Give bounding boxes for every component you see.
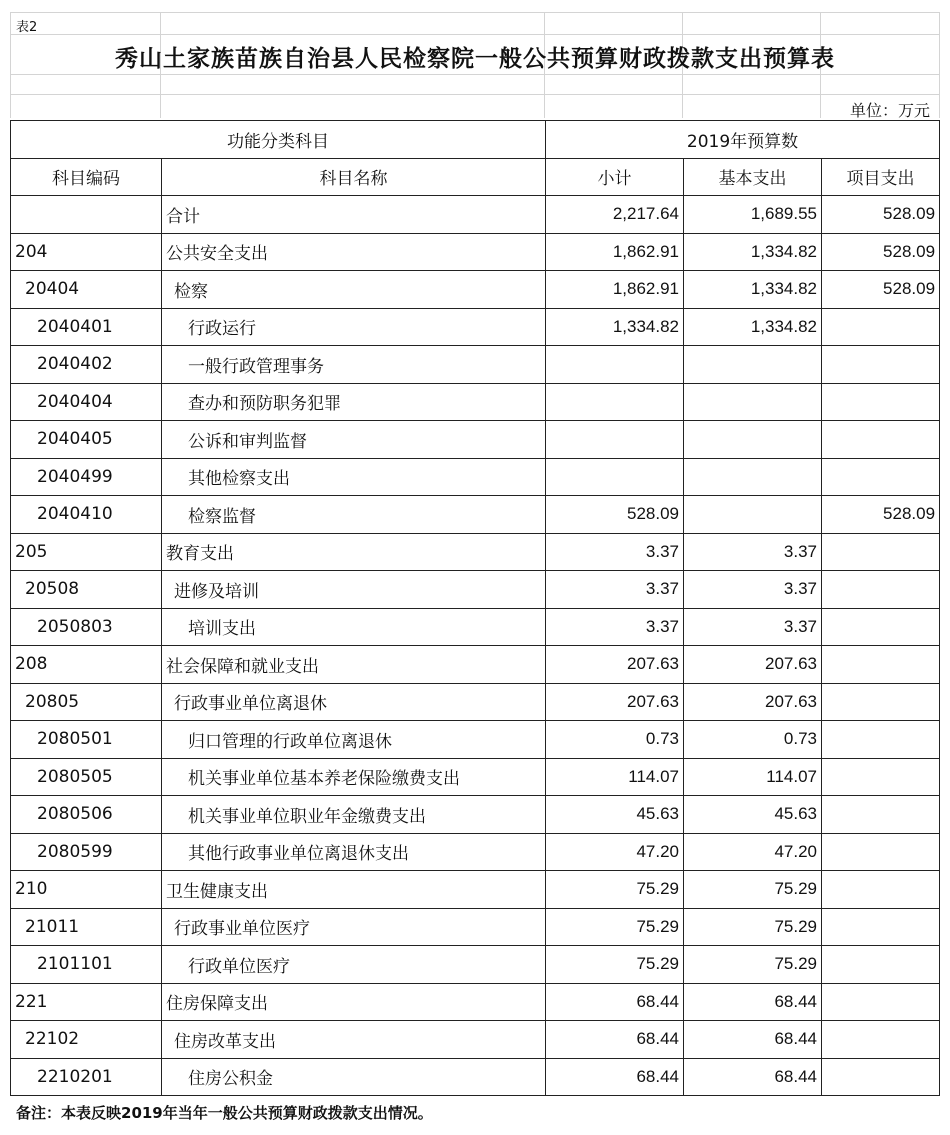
cell-basic: 1,334.82 <box>684 308 822 346</box>
cell-project <box>822 346 940 384</box>
header-project: 项目支出 <box>822 158 940 196</box>
cell-basic <box>684 346 822 384</box>
table-row <box>11 983 940 1021</box>
cell-basic: 114.07 <box>684 758 822 796</box>
cell-subtotal: 114.07 <box>546 758 684 796</box>
cell-name: 行政事业单位医疗 <box>162 908 546 946</box>
cell-project <box>822 533 940 571</box>
cell-code: 22102 <box>11 1021 162 1059</box>
cell-project <box>822 421 940 459</box>
cell-project <box>822 683 940 721</box>
cell-project: 528.09 <box>822 271 940 309</box>
cell-name: 培训支出 <box>162 608 546 646</box>
cell-basic: 1,689.55 <box>684 196 822 234</box>
cell-name: 卫生健康支出 <box>162 871 546 909</box>
table-row <box>11 496 940 534</box>
table-row <box>11 608 940 646</box>
table-row <box>11 308 940 346</box>
cell-name: 检察监督 <box>162 496 546 534</box>
cell-code: 2040410 <box>11 496 162 534</box>
cell-subtotal: 1,862.91 <box>546 233 684 271</box>
cell-basic <box>684 458 822 496</box>
cell-name: 公诉和审判监督 <box>162 421 546 459</box>
cell-name: 住房公积金 <box>162 1058 546 1096</box>
cell-code: 2040401 <box>11 308 162 346</box>
table-row <box>11 908 940 946</box>
cell-code: 20404 <box>11 271 162 309</box>
cell-basic <box>684 421 822 459</box>
cell-code <box>11 196 162 234</box>
cell-project: 528.09 <box>822 496 940 534</box>
cell-basic <box>684 383 822 421</box>
cell-code: 2080599 <box>11 833 162 871</box>
cell-project <box>822 646 940 684</box>
cell-project <box>822 983 940 1021</box>
cell-name: 行政事业单位离退休 <box>162 683 546 721</box>
cell-name: 行政运行 <box>162 308 546 346</box>
cell-subtotal: 1,334.82 <box>546 308 684 346</box>
cell-basic <box>684 496 822 534</box>
table-row <box>11 383 940 421</box>
cell-subtotal: 3.37 <box>546 608 684 646</box>
cell-name: 其他检察支出 <box>162 458 546 496</box>
table-row <box>11 646 940 684</box>
cell-code: 2210201 <box>11 1058 162 1096</box>
page-title: 秀山土家族苗族自治县人民检察院一般公共预算财政拨款支出预算表 <box>115 46 835 72</box>
cell-project <box>822 721 940 759</box>
cell-subtotal: 0.73 <box>546 721 684 759</box>
cell-code: 2080505 <box>11 758 162 796</box>
table-row <box>11 721 940 759</box>
cell-code: 2040499 <box>11 458 162 496</box>
cell-name: 一般行政管理事务 <box>162 346 546 384</box>
cell-code: 20805 <box>11 683 162 721</box>
table-row <box>11 571 940 609</box>
cell-name: 行政单位医疗 <box>162 946 546 984</box>
cell-subtotal: 68.44 <box>546 1058 684 1096</box>
cell-subtotal: 47.20 <box>546 833 684 871</box>
table-row <box>11 833 940 871</box>
cell-code: 221 <box>11 983 162 1021</box>
table-row <box>11 683 940 721</box>
cell-project <box>822 1021 940 1059</box>
cell-subtotal <box>546 346 684 384</box>
table-row <box>11 233 940 271</box>
cell-code: 2040402 <box>11 346 162 384</box>
cell-name: 检察 <box>162 271 546 309</box>
cell-basic: 207.63 <box>684 683 822 721</box>
cell-project <box>822 908 940 946</box>
cell-basic: 75.29 <box>684 908 822 946</box>
cell-project <box>822 796 940 834</box>
cell-name: 机关事业单位基本养老保险缴费支出 <box>162 758 546 796</box>
cell-code: 2040404 <box>11 383 162 421</box>
cell-project <box>822 458 940 496</box>
cell-basic: 1,334.82 <box>684 271 822 309</box>
table-row <box>11 533 940 571</box>
header-subtotal: 小计 <box>546 158 684 196</box>
table-row <box>11 458 940 496</box>
header-budget-year: 2019年预算数 <box>546 121 940 159</box>
cell-project <box>822 571 940 609</box>
cell-code: 20508 <box>11 571 162 609</box>
cell-name: 住房改革支出 <box>162 1021 546 1059</box>
cell-project <box>822 308 940 346</box>
cell-project <box>822 946 940 984</box>
cell-basic: 68.44 <box>684 1021 822 1059</box>
cell-subtotal: 3.37 <box>546 571 684 609</box>
header-code: 科目编码 <box>11 158 162 196</box>
cell-subtotal: 75.29 <box>546 946 684 984</box>
cell-subtotal: 75.29 <box>546 908 684 946</box>
cell-basic: 45.63 <box>684 796 822 834</box>
cell-basic: 1,334.82 <box>684 233 822 271</box>
cell-project: 528.09 <box>822 233 940 271</box>
cell-basic: 3.37 <box>684 571 822 609</box>
cell-basic: 3.37 <box>684 608 822 646</box>
cell-project <box>822 608 940 646</box>
cell-basic: 0.73 <box>684 721 822 759</box>
header-row-columns <box>11 158 940 196</box>
cell-project <box>822 833 940 871</box>
cell-subtotal <box>546 421 684 459</box>
cell-project <box>822 758 940 796</box>
table-row <box>11 1058 940 1096</box>
cell-subtotal: 68.44 <box>546 1021 684 1059</box>
cell-subtotal: 1,862.91 <box>546 271 684 309</box>
cell-basic: 68.44 <box>684 983 822 1021</box>
cell-project <box>822 1058 940 1096</box>
cell-basic: 75.29 <box>684 946 822 984</box>
cell-name: 社会保障和就业支出 <box>162 646 546 684</box>
cell-name: 教育支出 <box>162 533 546 571</box>
cell-code: 204 <box>11 233 162 271</box>
cell-code: 2050803 <box>11 608 162 646</box>
table-row <box>11 1021 940 1059</box>
cell-basic: 47.20 <box>684 833 822 871</box>
cell-subtotal: 207.63 <box>546 683 684 721</box>
cell-subtotal: 68.44 <box>546 983 684 1021</box>
cell-project <box>822 383 940 421</box>
table-row <box>11 346 940 384</box>
cell-subtotal <box>546 458 684 496</box>
header-func-class: 功能分类科目 <box>11 121 546 159</box>
cell-code: 21011 <box>11 908 162 946</box>
cell-subtotal: 3.37 <box>546 533 684 571</box>
cell-code: 208 <box>11 646 162 684</box>
table-label: 表2 <box>16 20 38 35</box>
cell-subtotal: 528.09 <box>546 496 684 534</box>
header-name: 科目名称 <box>162 158 546 196</box>
cell-subtotal: 75.29 <box>546 871 684 909</box>
cell-code: 2101101 <box>11 946 162 984</box>
cell-code: 2080501 <box>11 721 162 759</box>
table-row <box>11 946 940 984</box>
cell-name: 进修及培训 <box>162 571 546 609</box>
cell-basic: 207.63 <box>684 646 822 684</box>
budget-table <box>10 120 940 1096</box>
header-row-group <box>11 121 940 159</box>
table-row <box>11 758 940 796</box>
cell-name: 归口管理的行政单位离退休 <box>162 721 546 759</box>
table-row <box>11 271 940 309</box>
cell-name: 机关事业单位职业年金缴费支出 <box>162 796 546 834</box>
cell-subtotal: 45.63 <box>546 796 684 834</box>
cell-name: 公共安全支出 <box>162 233 546 271</box>
cell-project <box>822 871 940 909</box>
cell-name: 查办和预防职务犯罪 <box>162 383 546 421</box>
cell-subtotal: 2,217.64 <box>546 196 684 234</box>
cell-subtotal <box>546 383 684 421</box>
table-row <box>11 796 940 834</box>
table-row <box>11 421 940 459</box>
header-basic: 基本支出 <box>684 158 822 196</box>
cell-name: 合计 <box>162 196 546 234</box>
cell-project: 528.09 <box>822 196 940 234</box>
cell-code: 210 <box>11 871 162 909</box>
cell-name: 其他行政事业单位离退休支出 <box>162 833 546 871</box>
cell-basic: 68.44 <box>684 1058 822 1096</box>
table-row <box>11 871 940 909</box>
cell-code: 2040405 <box>11 421 162 459</box>
cell-name: 住房保障支出 <box>162 983 546 1021</box>
cell-basic: 75.29 <box>684 871 822 909</box>
table-row <box>11 196 940 234</box>
cell-subtotal: 207.63 <box>546 646 684 684</box>
unit-label: 单位：万元 <box>849 101 930 120</box>
cell-code: 205 <box>11 533 162 571</box>
cell-code: 2080506 <box>11 796 162 834</box>
cell-basic: 3.37 <box>684 533 822 571</box>
footnote: 备注：本表反映2019年当年一般公共预算财政拨款支出情况。 <box>16 1104 433 1122</box>
